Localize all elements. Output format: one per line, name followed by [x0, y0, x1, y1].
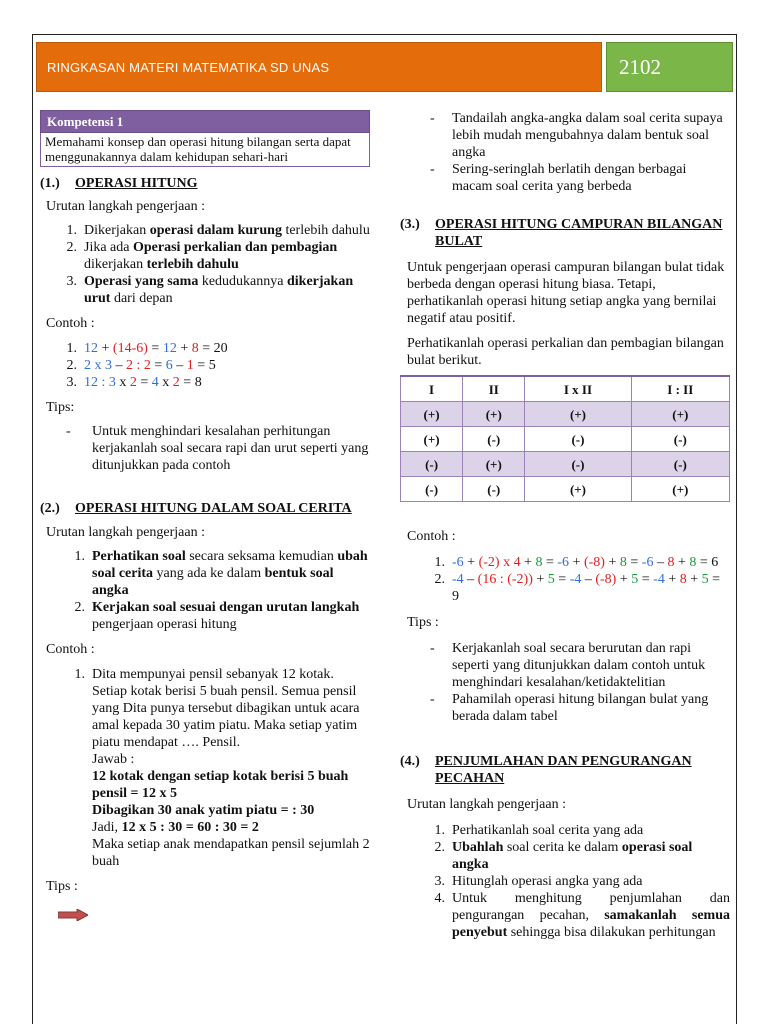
table-row: [401, 477, 730, 502]
header-year: 2102: [606, 42, 733, 92]
table-cell: (+): [631, 402, 729, 427]
sec3-contoh-label: Contoh :: [407, 529, 456, 544]
page-header: [36, 42, 733, 92]
table-cell: (+): [401, 427, 463, 452]
table-row: [401, 427, 730, 452]
table-cell: (-): [631, 452, 729, 477]
section-4-heading: [400, 753, 730, 787]
table-cell: (-): [631, 427, 729, 452]
list-item: 1. Dikerjakan operasi dalam kurung terlebih dahulu: [66, 223, 370, 238]
sec4-intro: Urutan langkah pengerjaan :: [407, 797, 566, 812]
section-title: OPERASI HITUNG CAMPURAN BILANGAN BULAT: [435, 217, 723, 249]
jawab-label: Jawab :: [92, 752, 135, 767]
list-item: - Pahamilah operasi hitung bilangan bulat yang berada dalam tabel: [430, 692, 709, 724]
list-item: 3. 12 : 3 x 2 = 4 x 2 = 8: [66, 375, 202, 390]
table-header: I x II: [525, 376, 631, 402]
section-2-heading: [40, 500, 370, 517]
table-cell: (-): [525, 452, 631, 477]
sec1-contoh-label: Contoh :: [46, 316, 95, 331]
sec1-tips-label: Tips:: [46, 400, 75, 415]
section-title: OPERASI HITUNG: [75, 176, 198, 191]
sec2-steps: [40, 548, 370, 633]
list-item: 1. 12 + (14-6) = 12 + 8 = 20: [66, 341, 228, 356]
section-1-heading: [40, 175, 370, 192]
list-item: 1. Perhatikan soal secara seksama kemudian ubah soal cerita yang ada ke dalam bentuk soal angka: [74, 549, 368, 598]
top-rule: [32, 34, 736, 35]
section-number: (2.): [40, 501, 60, 516]
table-header: I : II: [631, 376, 729, 402]
table-row: [401, 452, 730, 477]
list-item: 1. Perhatikanlah soal cerita yang ada: [434, 823, 644, 838]
sign-rules-table: [400, 375, 730, 502]
sec3-tips-label: Tips :: [407, 615, 439, 630]
arrow-right-icon: [58, 909, 88, 921]
section-number: (4.): [400, 754, 420, 769]
list-item: 1. -6 + (-2) x 4 + 8 = -6 + (-8) + 8 = -6 – 8 + 8 = 6: [434, 555, 719, 570]
list-item: 2. Jika ada Operasi perkalian dan pembagian dikerjakan terlebih dahulu: [66, 240, 338, 272]
jawab-line-3b: 12 x 5 : 30 = 60 : 30 = 2: [121, 820, 259, 835]
sec3-paragraph-1: Untuk pengerjaan operasi campuran bilangan bulat tidak berbeda dengan operasi hitung biasa. Tetapi, perhatikanlah operasi hitung setiap angka yang bernilai negatif atau positif.: [407, 260, 725, 326]
kompetensi-text: Memahami konsep dan operasi hitung bilangan serta dapat menggunakannya dalam kehidupan sehari-hari: [40, 133, 370, 167]
table-cell: (+): [525, 477, 631, 502]
table-cell: (-): [401, 477, 463, 502]
section-title: PENJUMLAHAN DAN PENGURANGAN PECAHAN: [435, 754, 692, 786]
table-cell: (+): [525, 402, 631, 427]
jawab-line-1: 12 kotak dengan setiap kotak berisi 5 buah pensil = 12 x 5: [92, 769, 349, 801]
table-cell: (+): [631, 477, 729, 502]
example-text: Dita mempunyai pensil sebanyak 12 kotak. Setiap kotak berisi 5 buah pensil. Semua pensil yang Dita punya tersebut dibagikan untuk acara amal kepada 30 yatim piatu. Maka setiap yatim piatu mendapat …. Pensil.: [92, 667, 360, 750]
sec4-steps: [400, 822, 730, 941]
right-column: [400, 110, 730, 941]
list-item: 4. Untuk menghitung penjumlahan dan pengurangan pecahan, samakanlah semua penyebut sehingga bisa dilakukan perhitungan: [434, 891, 730, 940]
sec3-tips: [400, 640, 730, 725]
table-header-row: [401, 376, 730, 402]
list-item: 3. Operasi yang sama kedudukannya dikerjakan urut dari depan: [66, 274, 354, 306]
table-cell: (+): [401, 402, 463, 427]
table-header: II: [463, 376, 525, 402]
list-item: - Kerjakanlah soal secara berurutan dan rapi seperti yang ditunjukkan dalam contoh untuk menghindari kesalahan/ketidaktelitian: [430, 641, 706, 690]
section-title: OPERASI HITUNG DALAM SOAL CERITA: [75, 501, 352, 516]
list-item: - Sering-seringlah berlatih dengan berbagai macam soal cerita yang berbeda: [430, 162, 687, 194]
left-border: [32, 34, 33, 1024]
right-border: [736, 34, 737, 1024]
list-item: 1. Dita mempunyai pensil sebanyak 12 kotak. Setiap kotak berisi 5 buah pensil. Semua pensil yang Dita punya tersebut dibagikan untuk acara amal kepada 30 yatim piatu. Maka setiap yatim piatu mendapat …. Pensil. Jawab : 12 kotak dengan setiap kotak berisi 5 buah pensil = 12 x 5 Dibagikan 30 anak yatim piatu = : 30 Jadi, 12 x 5 : 30 = 60 : 30 = 2 Maka setiap anak mendapatkan pensil sejumlah 2 buah: [74, 667, 370, 869]
sec2-tips-label: Tips :: [46, 879, 78, 894]
list-item: 2. -4 – (16 : (-2)) + 5 = -4 – (-8) + 5 = -4 + 8 + 5 = 9: [434, 572, 721, 604]
header-title-bar: [36, 42, 602, 92]
jawab-line-3a: Jadi,: [92, 820, 122, 835]
section-number: (1.): [40, 176, 60, 191]
table-cell: (+): [463, 452, 525, 477]
table-cell: (-): [463, 427, 525, 452]
kompetensi-title: Kompetensi 1: [40, 110, 370, 133]
header-title: RINGKASAN MATERI MATEMATIKA SD UNAS: [47, 59, 330, 75]
sec1-steps: [40, 222, 370, 307]
sec3-examples: [400, 554, 730, 605]
list-item: - Tandailah angka-angka dalam soal cerita supaya lebih mudah mengubahnya dalam bentuk soal angka: [430, 111, 723, 160]
left-column: [40, 110, 370, 895]
sec2-contoh-label: Contoh :: [46, 642, 95, 657]
sec1-intro: Urutan langkah pengerjaan :: [46, 199, 205, 214]
list-item: 3. Hitunglah operasi angka yang ada: [434, 874, 643, 889]
table-row: [401, 402, 730, 427]
list-item: 2. Ubahlah soal cerita ke dalam operasi soal angka: [434, 840, 693, 872]
table-cell: (-): [401, 452, 463, 477]
sec1-examples: [40, 340, 370, 391]
list-item: 2. Kerjakan soal sesuai dengan urutan langkah pengerjaan operasi hitung: [74, 600, 360, 632]
table-cell: (+): [463, 402, 525, 427]
table-header: I: [401, 376, 463, 402]
sec3-paragraph-2: Perhatikanlah operasi perkalian dan pembagian bilangan bulat berikut.: [407, 336, 724, 368]
jawab-line-4: Maka setiap anak mendapatkan pensil sejumlah 2 buah: [92, 837, 370, 869]
table-cell: (-): [525, 427, 631, 452]
sec2-intro: Urutan langkah pengerjaan :: [46, 525, 205, 540]
list-item: - Untuk menghindari kesalahan perhitungan kerjakanlah soal secara rapi dan urut seperti yang ditunjukkan pada contoh: [66, 424, 369, 473]
list-item: 2. 2 x 3 – 2 : 2 = 6 – 1 = 5: [66, 358, 216, 373]
section-number: (3.): [400, 217, 420, 232]
section-3-heading: [400, 216, 730, 250]
table-cell: (-): [463, 477, 525, 502]
jawab-line-2: Dibagikan 30 anak yatim piatu = : 30: [92, 803, 315, 818]
